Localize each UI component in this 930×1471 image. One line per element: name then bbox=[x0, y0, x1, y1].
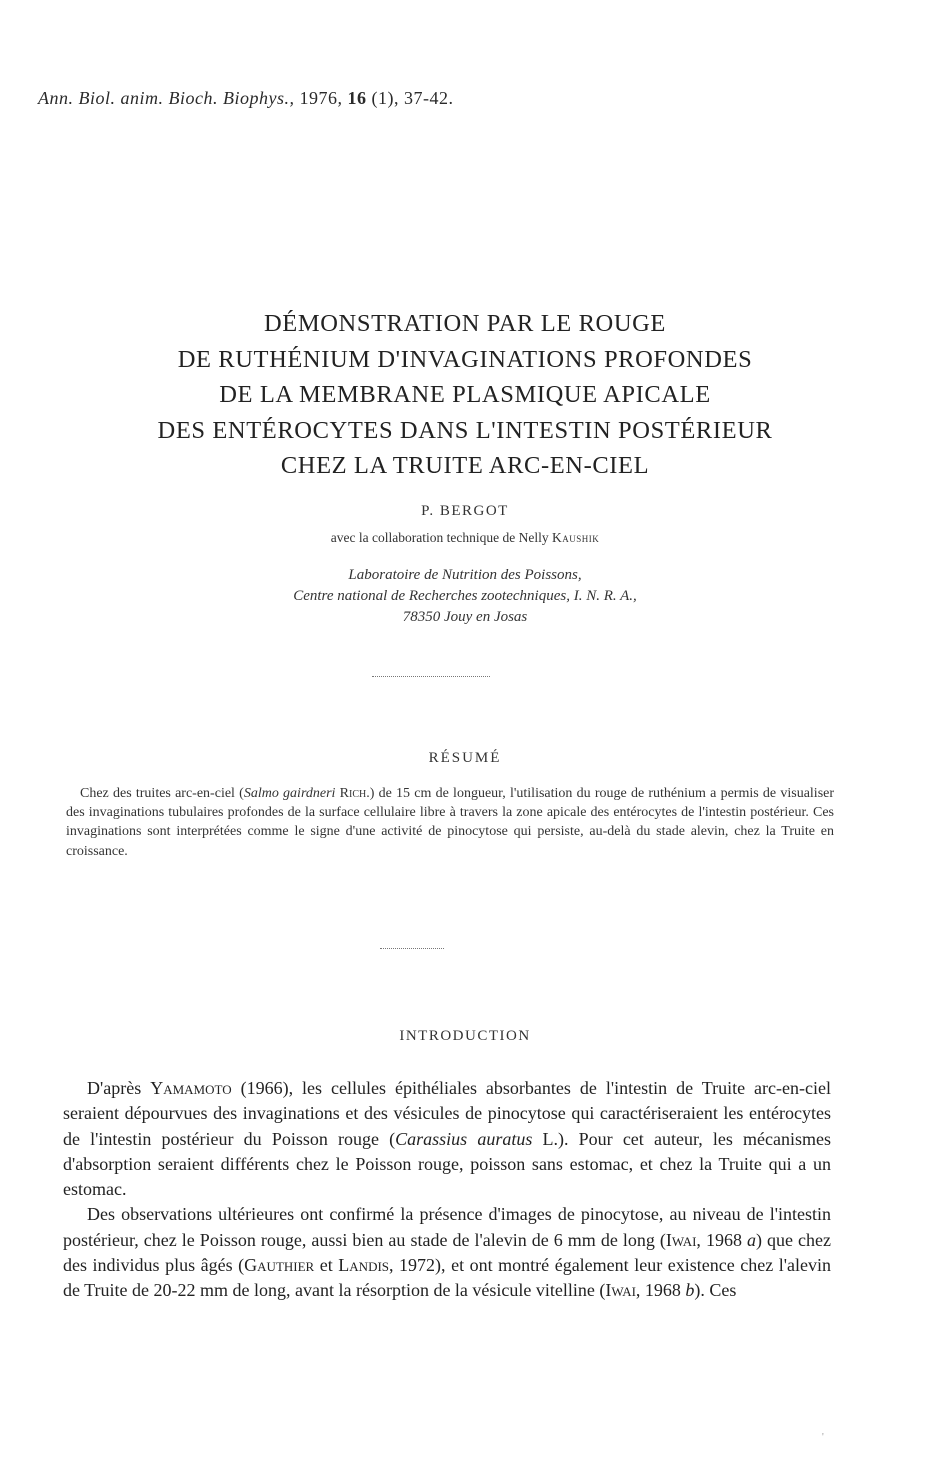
journal-volume: 16 bbox=[347, 88, 367, 108]
resume-part: ) de 15 cm de longueur, l'utilisation du rouge de ruthénium a permis de visualiser des invaginations tubulaires profondes de la surface cellulaire libre à travers la zone apicale des entérocytes de l'intestin postérieur. Ces invaginations sont interprétées comme le signe d'une activité de pinocytose qui persiste, au-delà du stade alevin, chez la Truite en croissance. bbox=[66, 786, 835, 859]
cited-author: Yamamoto bbox=[150, 1078, 232, 1098]
title-line: DÉMONSTRATION PAR LE ROUGE bbox=[264, 310, 666, 337]
separator-rule bbox=[380, 948, 444, 950]
journal-year: 1976 bbox=[299, 88, 338, 108]
species-name: Carassius auratus bbox=[395, 1128, 533, 1149]
resume-heading: RÉSUMÉ bbox=[428, 750, 502, 766]
paragraph bbox=[63, 1076, 831, 1202]
text-run: Des observations ultérieures ont confirmé la présence d'images de pinocytose, au niveau de l'intestin postérieur, chez le Poisson rouge, aussi bien au stade de l'alevin de 6 mm de long ( bbox=[63, 1204, 831, 1250]
title-line: DE LA MEMBRANE PLASMIQUE APICALE bbox=[219, 381, 711, 408]
species-name: Salmo gairdneri bbox=[243, 786, 336, 801]
text-run: ). Ces bbox=[694, 1280, 737, 1301]
article-title bbox=[40, 306, 890, 484]
affiliation-line: Centre national de Recherches zootechniques, I. N. R. A., bbox=[293, 588, 637, 604]
technical-collaboration bbox=[0, 530, 930, 546]
title-line: DE RUTHÉNIUM D'INVAGINATIONS PROFONDES bbox=[177, 345, 753, 373]
cited-author: Iwai bbox=[605, 1280, 636, 1301]
introduction-body bbox=[63, 1076, 831, 1304]
affiliation-line: Laboratoire de Nutrition des Poissons, bbox=[348, 567, 582, 583]
text-run: (1966), les cellules épithéliales absorbantes de l'intestin de Truite arc-en-ciel seraient dépourvues des invaginations et des vésicules de pinocytose qui caractériseraient les entérocytes de l'intestin postérieur du Poisson rouge ( bbox=[63, 1078, 831, 1149]
collab-name: Kaushik bbox=[551, 530, 600, 545]
paragraph bbox=[63, 1202, 831, 1303]
citation-suffix: a bbox=[746, 1229, 756, 1250]
journal-citation: Ann. Biol. anim. Bioch. Biophys., 1976, 16 (1), 37-42. bbox=[38, 88, 454, 108]
cited-author: Iwai bbox=[665, 1229, 697, 1250]
resume-text bbox=[66, 784, 834, 861]
resume-part: Chez des truites arc-en-ciel ( bbox=[80, 786, 244, 801]
collab-prefix: avec la collaboration technique de Nelly bbox=[330, 530, 549, 545]
text-run: , 1968 bbox=[696, 1229, 747, 1250]
affiliation-line: 78350 Jouy en Josas bbox=[402, 609, 528, 625]
introduction-heading: INTRODUCTION bbox=[399, 1028, 531, 1044]
text-run: D'après bbox=[87, 1078, 151, 1098]
affiliation bbox=[0, 565, 930, 628]
text-run: L.). Pour cet auteur, les mécanismes d'absorption seraient différents chez le Poisson rouge, poisson sans estomac, et chez la Truite qui a un estomac. bbox=[63, 1128, 831, 1200]
text-run: , 1972), et ont montré également leur existence chez l'alevin de Truite de 20-22 mm de long, avant la résorption de la vésicule vitelline ( bbox=[63, 1255, 831, 1301]
journal-issue-pages: (1), 37-42. bbox=[371, 88, 454, 108]
text-run: et bbox=[314, 1255, 339, 1276]
page-mark: ' bbox=[822, 1432, 824, 1443]
separator-rule bbox=[372, 676, 490, 678]
citation-suffix: b bbox=[685, 1280, 695, 1301]
author-name: P. BERGOT bbox=[421, 503, 509, 519]
species-authority: Rich. bbox=[339, 786, 370, 801]
journal-name: Ann. Biol. anim. Bioch. Biophys. bbox=[38, 88, 290, 108]
cited-author: Landis bbox=[338, 1255, 390, 1276]
text-run: , 1968 bbox=[635, 1280, 686, 1301]
title-line: DES ENTÉROCYTES DANS L'INTESTIN POSTÉRIEUR bbox=[157, 416, 773, 444]
title-line: CHEZ LA TRUITE ARC-EN-CIEL bbox=[280, 452, 650, 479]
text-run: ) que chez des individus plus âgés ( bbox=[63, 1229, 831, 1276]
cited-author: Gauthier bbox=[244, 1255, 315, 1276]
